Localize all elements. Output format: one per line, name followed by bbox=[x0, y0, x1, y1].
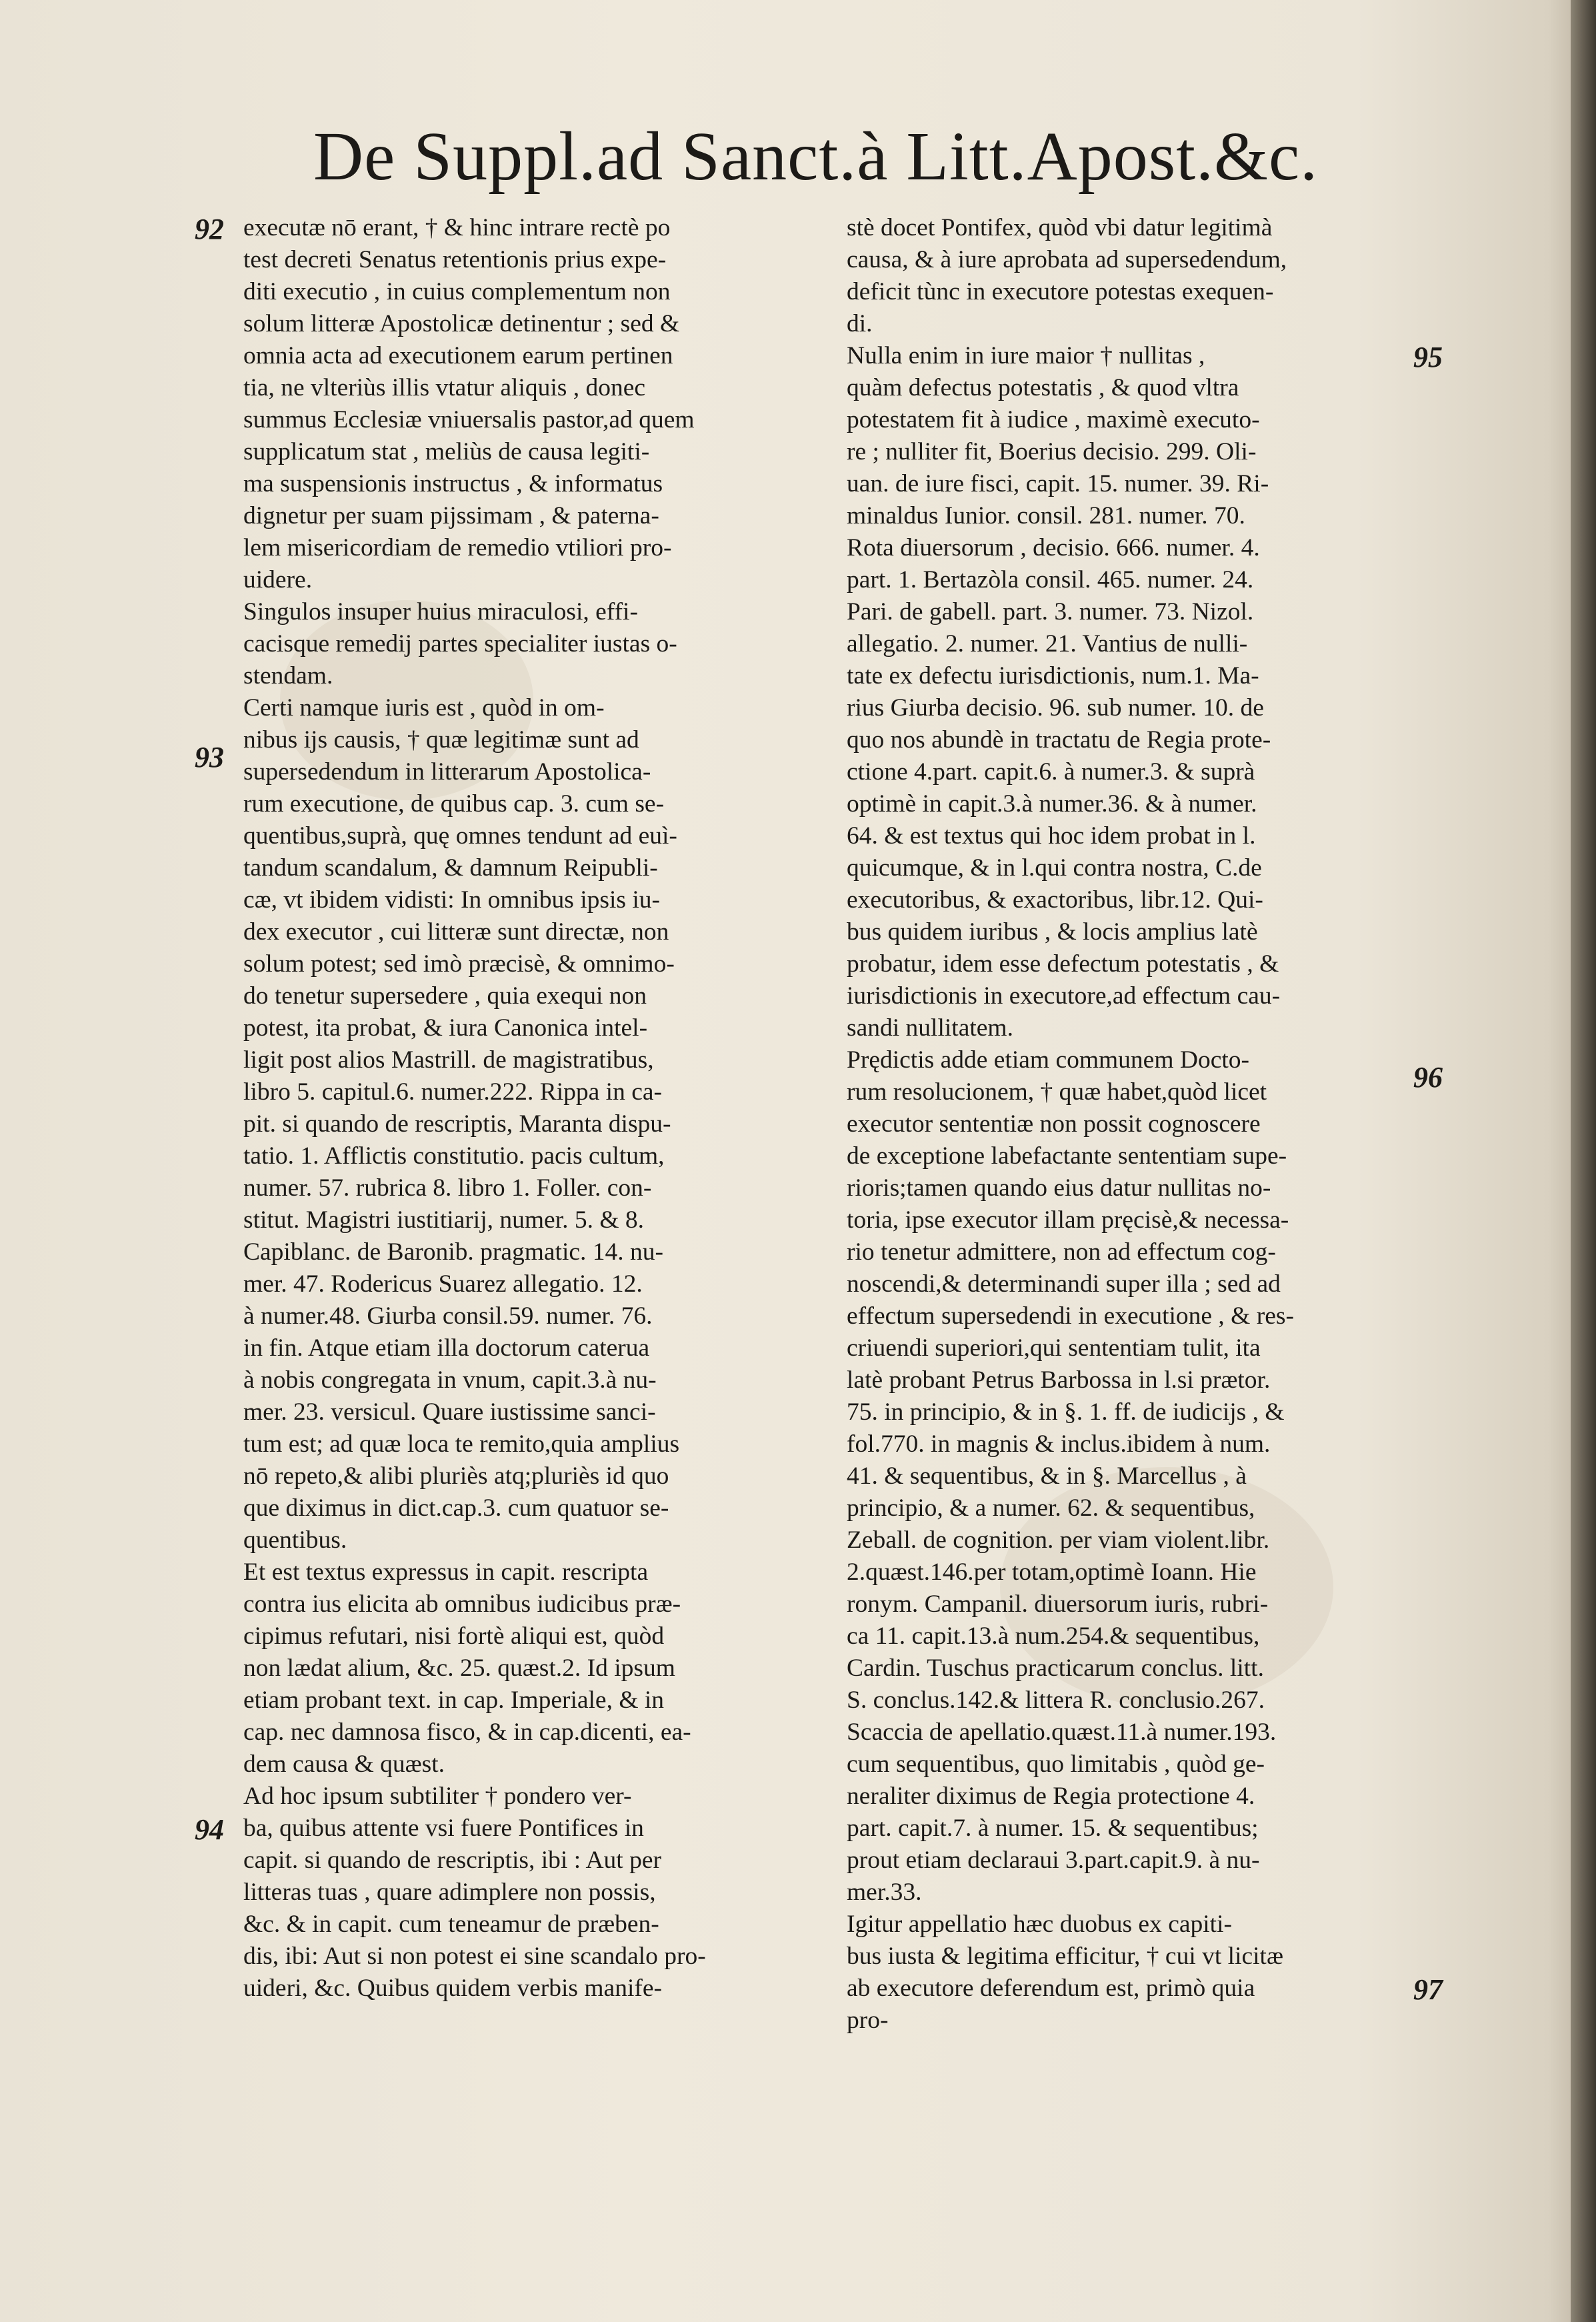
text-line: executor sententiæ non possit cognoscere bbox=[847, 1110, 1261, 1138]
text-line: diti executio , in cuius complementum non bbox=[243, 278, 671, 305]
text-line: Prędictis adde etiam communem Docto- bbox=[847, 1046, 1249, 1074]
text-line: uan. de iure fisci, capit. 15. numer. 39. Ri- bbox=[847, 470, 1269, 497]
text-line: criuendi superiori,qui sententiam tulit, ita bbox=[847, 1334, 1261, 1362]
text-line: rum resolucionem, † quæ habet,quòd licet bbox=[847, 1078, 1267, 1106]
text-line: Cardin. Tuschus practicarum conclus. litt. bbox=[847, 1654, 1264, 1682]
text-line: lem misericordiam de remedio vtiliori pro- bbox=[243, 534, 672, 561]
text-line: Zeball. de cognition. per viam violent.libr. bbox=[847, 1526, 1270, 1554]
text-line: bus iusta & legitima efficitur, † cui vt licitæ bbox=[847, 1943, 1283, 1970]
text-line: ctione 4.part. capit.6. à numer.3. & suprà bbox=[847, 758, 1255, 786]
margin-number: 97 bbox=[1413, 1973, 1443, 2006]
text-line: mer. 23. versicul. Quare iustissime sanci- bbox=[243, 1398, 656, 1426]
text-line: Singulos insuper huius miraculosi, effi- bbox=[243, 598, 638, 626]
text-line: dis, ibi: Aut si non potest ei sine scandalo pro- bbox=[243, 1943, 706, 1970]
text-line: in fin. Atque etiam illa doctorum caterua bbox=[243, 1334, 650, 1362]
text-line: etiam probant text. in cap. Imperiale, & in bbox=[243, 1686, 665, 1714]
text-line: noscendi,& determinandi super illa ; sed ad bbox=[847, 1270, 1281, 1298]
text-line: supersedendum in litterarum Apostolica- bbox=[243, 758, 651, 786]
text-line: cacisque remedij partes specialiter iustas o- bbox=[243, 630, 677, 658]
text-line: potestatem fit à iudice , maximè executo- bbox=[847, 406, 1260, 433]
page-gutter-shadow bbox=[1571, 0, 1596, 2322]
margin-number: 92 bbox=[195, 213, 224, 245]
text-line: tate ex defectu iurisdictionis, num.1. Ma- bbox=[847, 662, 1259, 690]
text-line: Ad hoc ipsum subtiliter † pondero ver- bbox=[243, 1783, 632, 1810]
text-line: optimè in capit.3.à numer.36. & à numer. bbox=[847, 790, 1257, 818]
text-line: libro 5. capitul.6. numer.222. Rippa in ca- bbox=[243, 1078, 662, 1106]
text-line: 75. in principio, & in §. 1. ff. de iudicijs , & bbox=[847, 1398, 1285, 1426]
text-line: cipimus refutari, nisi fortè aliqui est, quòd bbox=[243, 1622, 665, 1650]
text-line: rius Giurba decisio. 96. sub numer. 10. de bbox=[847, 694, 1264, 722]
text-line: solum potest; sed imò præcisè, & omnimo- bbox=[243, 950, 675, 978]
text-line: Et est textus expressus in capit. rescripta bbox=[243, 1558, 649, 1586]
text-line: stendam. bbox=[243, 662, 333, 690]
text-line: ma suspensionis instructus , & informatus bbox=[243, 470, 663, 497]
text-line: dem causa & quæst. bbox=[243, 1751, 445, 1778]
text-line: omnia acta ad executionem earum pertinen bbox=[243, 342, 673, 369]
text-line: ba, quibus attente vsi fuere Pontifices in bbox=[243, 1815, 644, 1842]
text-line: bus quidem iuribus , & locis amplius latè bbox=[847, 918, 1258, 946]
text-line: nibus ijs causis, † quæ legitimæ sunt ad bbox=[243, 726, 639, 754]
text-line: tia, ne vlteriùs illis vtatur aliquis , donec bbox=[243, 374, 646, 401]
text-line: minaldus Iunior. consil. 281. numer. 70. bbox=[847, 502, 1245, 529]
text-line: stè docet Pontifex, quòd vbi datur legitimà bbox=[847, 214, 1273, 241]
text-line: tum est; ad quæ loca te remito,quia amplius bbox=[243, 1430, 680, 1458]
margin-number: 93 bbox=[195, 741, 224, 774]
margin-number: 95 bbox=[1413, 341, 1443, 373]
text-line: à nobis congregata in vnum, capit.3.à nu- bbox=[243, 1366, 657, 1394]
text-line: effectum supersedendi in executione , & res- bbox=[847, 1302, 1294, 1330]
text-line: Certi namque iuris est , quòd in om- bbox=[243, 694, 605, 722]
text-line: mer. 47. Rodericus Suarez allegatio. 12. bbox=[243, 1270, 643, 1298]
text-line: di. bbox=[847, 310, 873, 337]
text-line: contra ius elicita ab omnibus iudicibus præ- bbox=[243, 1590, 681, 1618]
text-line: pro- bbox=[847, 2007, 889, 2034]
text-line: prout etiam declaraui 3.part.capit.9. à nu- bbox=[847, 1847, 1260, 1874]
text-line: fol.770. in magnis & inclus.ibidem à num. bbox=[847, 1430, 1271, 1458]
text-line: rum executione, de quibus cap. 3. cum se- bbox=[243, 790, 665, 818]
running-title: De Suppl.ad Sanct.à Litt.Apost.&c. bbox=[313, 118, 1319, 195]
text-line: quentibus. bbox=[243, 1526, 347, 1554]
text-line: dex executor , cui litteræ sunt directæ, non bbox=[243, 918, 669, 946]
text-line: supplicatum stat , meliùs de causa legiti- bbox=[243, 438, 650, 465]
text-line: summus Ecclesiæ vniuersalis pastor,ad quem bbox=[243, 406, 695, 433]
text-line: iurisdictionis in executore,ad effectum cau- bbox=[847, 982, 1281, 1010]
text-line: allegatio. 2. numer. 21. Vantius de nulli- bbox=[847, 630, 1248, 658]
text-line: quicumque, & in l.qui contra nostra, C.de bbox=[847, 854, 1262, 882]
text-line: toria, ipse executor illam pręcisè,& necessa- bbox=[847, 1206, 1289, 1234]
text-line: executoribus, & exactoribus, libr.12. Qui- bbox=[847, 886, 1263, 914]
text-line: cum sequentibus, quo limitabis , quòd ge- bbox=[847, 1751, 1265, 1778]
text-line: ab executore deferendum est, primò quia bbox=[847, 1975, 1255, 2002]
text-line: capit. si quando de rescriptis, ibi : Aut per bbox=[243, 1847, 661, 1874]
text-line: S. conclus.142.& littera R. conclusio.267. bbox=[847, 1686, 1265, 1714]
text-line: part. capit.7. à numer. 15. & sequentibus; bbox=[847, 1815, 1259, 1842]
margin-number: 94 bbox=[195, 1813, 224, 1846]
left-text-column bbox=[243, 212, 867, 2005]
text-line: sandi nullitatem. bbox=[847, 1014, 1013, 1042]
text-line: probatur, idem esse defectum potestatis , & bbox=[847, 950, 1279, 978]
text-line: causa, & à iure aprobata ad supersedendum, bbox=[847, 246, 1287, 273]
text-line: neraliter diximus de Regia protectione 4. bbox=[847, 1783, 1255, 1810]
text-line: 2.quæst.146.per totam,optimè Ioann. Hie bbox=[847, 1558, 1257, 1586]
text-line: deficit tùnc in executore potestas exequen- bbox=[847, 278, 1274, 305]
text-line: cæ, vt ibidem vidisti: In omnibus ipsis iu- bbox=[243, 886, 661, 914]
text-line: à numer.48. Giurba consil.59. numer. 76. bbox=[243, 1302, 653, 1330]
text-line: latè probant Petrus Barbossa in l.si prætor. bbox=[847, 1366, 1271, 1394]
text-line: dignetur per suam pijssimam , & paterna- bbox=[243, 502, 659, 529]
text-line: numer. 57. rubrica 8. libro 1. Foller. con- bbox=[243, 1174, 652, 1202]
text-line: litteras tuas , quare adimplere non possis, bbox=[243, 1879, 656, 1906]
text-line: rio tenetur admittere, non ad effectum cog- bbox=[847, 1238, 1276, 1266]
text-line: solum litteræ Apostolicæ detinentur ; sed & bbox=[243, 310, 680, 337]
text-line: 64. & est textus qui hoc idem probat in l. bbox=[847, 822, 1256, 850]
text-line: part. 1. Bertazòla consil. 465. numer. 24. bbox=[847, 566, 1254, 594]
text-line: stitut. Magistri iustitiarij, numer. 5. & 8. bbox=[243, 1206, 645, 1234]
text-line: Capiblanc. de Baronib. pragmatic. 14. nu- bbox=[243, 1238, 664, 1266]
text-line: Igitur appellatio hæc duobus ex capiti- bbox=[847, 1911, 1232, 1938]
text-line: Rota diuersorum , decisio. 666. numer. 4. bbox=[847, 534, 1260, 561]
text-line: tatio. 1. Afflictis constitutio. pacis cultum, bbox=[243, 1142, 665, 1170]
text-line: uideri, &c. Quibus quidem verbis manife- bbox=[243, 1975, 662, 2002]
text-line: ronym. Campanil. diuersorum iuris, rubri- bbox=[847, 1590, 1269, 1618]
text-line: tandum scandalum, & damnum Reipubli- bbox=[243, 854, 658, 882]
text-line: que diximus in dict.cap.3. cum quatuor se- bbox=[243, 1494, 669, 1522]
text-line: rioris;tamen quando eius datur nullitas no- bbox=[847, 1174, 1271, 1202]
text-line: principio, & a numer. 62. & sequentibus, bbox=[847, 1494, 1255, 1522]
text-line: pit. si quando de rescriptis, Maranta dispu- bbox=[243, 1110, 671, 1138]
text-line: re ; nulliter fit, Boerius decisio. 299. Oli- bbox=[847, 438, 1257, 465]
text-line: uidere. bbox=[243, 566, 313, 594]
text-line: quo nos abundè in tractatu de Regia prote- bbox=[847, 726, 1271, 754]
text-line: quentibus,suprà, quę omnes tendunt ad euì- bbox=[243, 822, 677, 850]
right-text-column bbox=[847, 212, 1433, 2037]
text-line: de exceptione labefactante sententiam supe- bbox=[847, 1142, 1287, 1170]
text-line: potest, ita probat, & iura Canonica intel- bbox=[243, 1014, 648, 1042]
text-line: 41. & sequentibus, & in §. Marcellus , à bbox=[847, 1462, 1247, 1490]
text-line: executæ nō erant, † & hinc intrare rectè po bbox=[243, 214, 671, 241]
text-line: quàm defectus potestatis , & quod vltra bbox=[847, 374, 1239, 401]
text-line: test decreti Senatus retentionis prius expe- bbox=[243, 246, 667, 273]
text-line: Nulla enim in iure maior † nullitas , bbox=[847, 342, 1205, 369]
margin-number: 96 bbox=[1413, 1061, 1443, 1094]
text-line: ligit post alios Mastrill. de magistratibus, bbox=[243, 1046, 654, 1074]
text-line: &c. & in capit. cum teneamur de præben- bbox=[243, 1911, 659, 1938]
text-line: do tenetur supersedere , quia exequi non bbox=[243, 982, 647, 1010]
text-line: Scaccia de apellatio.quæst.11.à numer.193. bbox=[847, 1718, 1277, 1746]
text-line: nō repeto,& alibi pluriès atq;pluriès id quo bbox=[243, 1462, 669, 1490]
text-line: non lædat alium, &c. 25. quæst.2. Id ipsum bbox=[243, 1654, 675, 1682]
text-line: cap. nec damnosa fisco, & in cap.dicenti, ea- bbox=[243, 1718, 691, 1746]
text-line: ca 11. capit.13.à num.254.& sequentibus, bbox=[847, 1622, 1260, 1650]
text-line: mer.33. bbox=[847, 1879, 922, 1906]
text-line: Pari. de gabell. part. 3. numer. 73. Nizol. bbox=[847, 598, 1254, 626]
